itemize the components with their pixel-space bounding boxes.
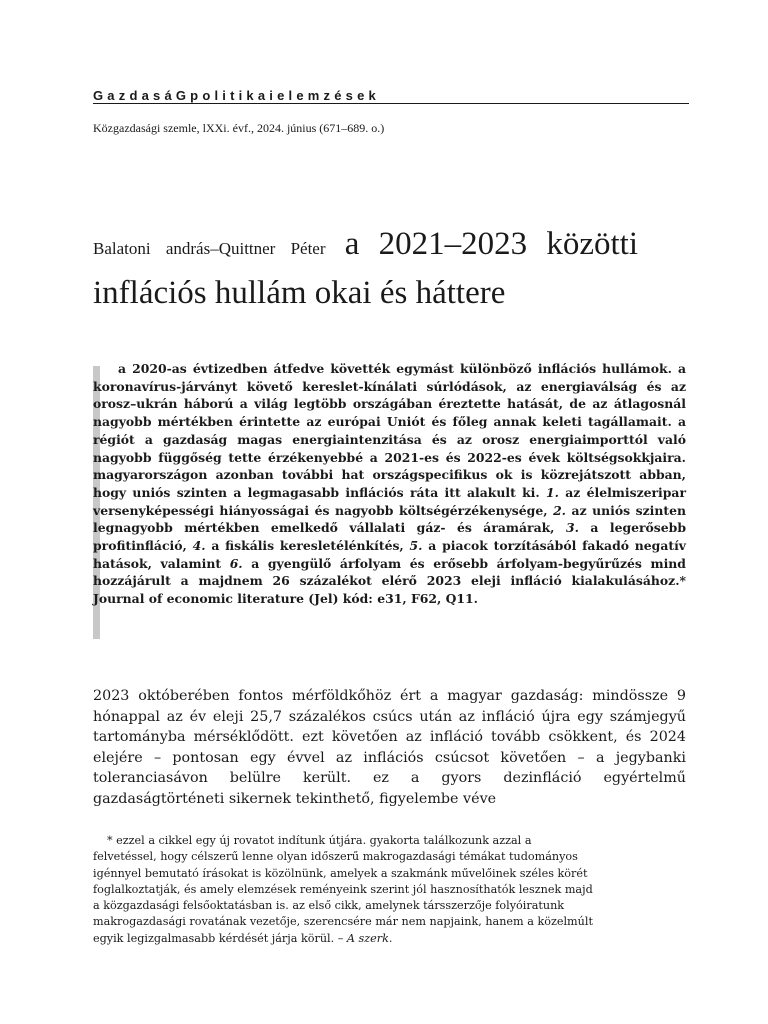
abstract [93, 360, 686, 608]
abstract-number-4: 4. [192, 538, 206, 554]
abstract-text-2: az élelmiszeripar versenyképességi hiányosságai és nagyobb költségérzékenysége, [93, 484, 686, 518]
footnote-text: * ezzel a cikkel egy új rovatot indítunk útjára. gyakorta találkozunk azzal a felvetéssel, hogy célszerű lenne olyan időszerű makrogazdasági témákat tudományos igénnyel bemutató írásokat is közölnünk, amelyek a szakmánk művelőinek széles körét foglalkoztatják, és amely elemzések reményeink szerint jól hasznosíthatók lesznek majd a közgazdasági felsőoktatásban is. az első cikk, amelynek társszerzője folyóiratunk makrogazdasági rovatának vezetője, szerencsére már nem napjaink, hanem a közelmúlt egyik legizgalmasabb kérdését járja körül. – [93, 834, 593, 945]
footnote-signature: A szerk. [346, 931, 393, 945]
body-paragraph: 2023 októberében fontos mérföldkőhöz ért a magyar gazdaság: mindössze 9 hónappal az év eleji 25,7 százalékos csúcs után az infláció újra egy számjegyű tartományba mérséklődött. ezt követően az infláció tovább csökkent, és 2024 elejére – pontosan egy évvel az inflációs csúcsot követően – a jegybanki toleranciasávon belülre került. ez a gyors dezinfláció egyértelmű gazdaságtörténeti sikernek tekinthető, figyelembe véve [93, 688, 686, 807]
abstract-text-5: a fiskális keresletélénkítés, [211, 538, 404, 554]
abstract-number-1: 1. [546, 484, 559, 500]
running-head: GazdasáGpolitikaielemzések [93, 88, 380, 103]
abstract-text-4: a legerősebb profitinfláció, [93, 520, 686, 554]
abstract-text-1: a 2020-as évtizedben átfedve követték egymást különböző inflációs hullámok. a koronavírus-járványt követő kereslet-kínálati súrlódások, az energiaválság és az orosz–ukrán háború a világ legtöbb országában éreztette hatását, de az átlagosnál nagyobb mértékben érintette az európai Uniót és főleg annak keleti tagállamait. a régiót a gazdaság magas energiaintenzitása és az orosz energiaimporttól való nagyobb függőség tette érzékenyebbé a 2021-es és 2022-es évek költségsokkjaira. magyarországon azonban további hat országspecifikus ok is közrejátszott abban, hogy uniós szinten a legmagasabb inflációs ráta itt alakult ki. [93, 361, 686, 500]
article-title-block [93, 222, 638, 315]
abstract-number-6: 6. [229, 555, 243, 571]
article-title: a 2021–2023 közötti inflációs hullám okai és háttere [93, 226, 638, 311]
abstract-number-3: 3. [565, 520, 579, 536]
header-rule [93, 103, 689, 104]
abstract-text-7: a gyengülő árfolyam és erősebb árfolyam-begyűrűzés mind hozzájárult a majdnem 26 százalékot elérő 2023 eleji infláció kialakulásához.* Journal of economic literature (Jel) kód: e31, F62, Q11. [93, 555, 686, 607]
journal-citation: Közgazdasági szemle, lXXi. évf., 2024. június (671–689. o.) [93, 121, 385, 135]
editorial-footnote [93, 833, 593, 947]
article-authors: Balatoni andrás–Quittner Péter [93, 239, 326, 258]
abstract-text-3: az uniós szinten legnagyobb mértékben emelkedő vállalati gáz- és áramárak, [93, 502, 686, 536]
abstract-number-5: 5. [409, 538, 423, 554]
abstract-number-2: 2. [553, 502, 566, 518]
abstract-text-6: a piacok torzításából fakadó negatív hatások, valamint [93, 538, 687, 571]
